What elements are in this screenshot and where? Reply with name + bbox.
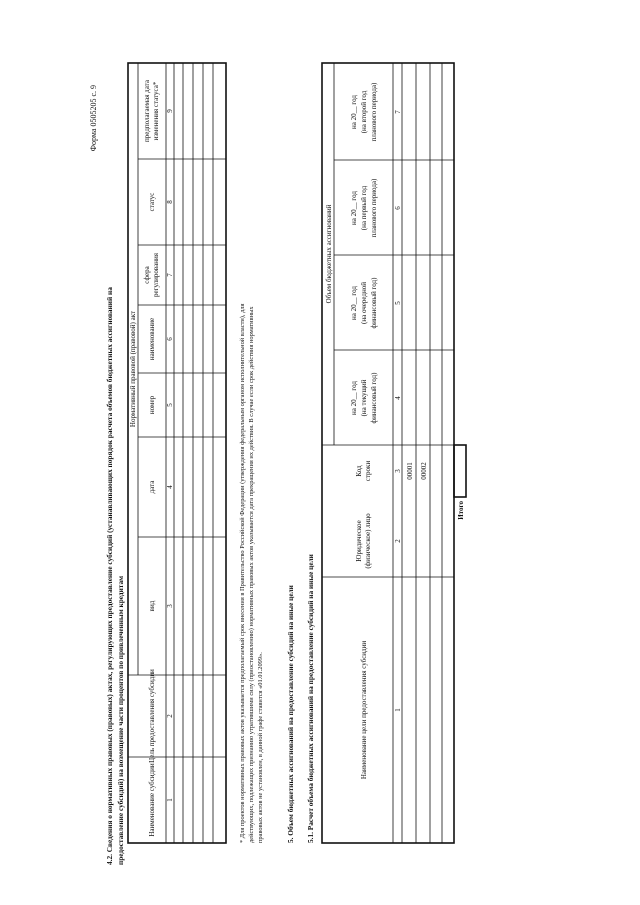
col-name: наименование [148, 317, 156, 361]
col-group-legal-act: Нормативный правовой (правовой) акт [129, 310, 137, 428]
col-number-label: 5 [394, 301, 402, 305]
col-sphere-line1: сфера [143, 266, 151, 284]
col-entity-line1: Юридическое [355, 520, 363, 562]
col-expected-date-line2: изменения статуса* [152, 81, 160, 141]
col-purpose: Цель предоставления субсидии [148, 669, 156, 763]
col-number-label: 6 [166, 337, 174, 341]
col-type: вид [148, 600, 156, 612]
col-code-line2: строки [364, 460, 372, 482]
table-5-1 [322, 63, 466, 843]
col-number-label: 2 [166, 714, 174, 718]
section-5-heading: 5. Объем бюджетных ассигнований на предоставление субсидий на иные цели [286, 585, 295, 843]
col-current-year-line1: на 20__ год [350, 381, 358, 415]
col-subsidy-name: Наименование субсидии [148, 763, 156, 837]
row-code: 00001 [406, 462, 414, 480]
table-4-2-frame [128, 63, 226, 843]
col-number-label: 1 [394, 708, 402, 712]
col-second-plan-year-line1: на 20__ год [350, 95, 358, 129]
landscape-form [89, 63, 466, 865]
col-number-label: 9 [166, 109, 174, 113]
col-next-year-line1: на 20__ год [350, 286, 358, 320]
col-number-label: 7 [166, 273, 174, 277]
table-4-2 [128, 63, 226, 843]
col-group-budget-volume: Объем бюджетных ассигнований [325, 204, 333, 304]
col-number-label: 4 [394, 396, 402, 400]
col-expected-date-line1: предполагаемая дата [143, 80, 151, 142]
col-number: номер [148, 395, 156, 415]
section-5-1-heading: 5.1. Расчет объема бюджетных ассигнований на предоставление субсидий на иные цели [306, 554, 315, 843]
col-next-year-line2: (на очередной [360, 282, 368, 324]
col-current-year-line2: (на текущий [360, 379, 368, 417]
form-id: Форма 0505205 с. 9 [89, 85, 98, 152]
col-current-year-line3: финансовый год) [370, 372, 378, 424]
footnote-line1: * Для проектов нормативных правовых актов указывается предполагаемый срок внесения в Правительство Российской Федерации (утверждения федеральным органом исполнительной власти), для [239, 303, 246, 843]
col-code-line1: Код [355, 465, 363, 477]
col-second-plan-year-line2: (на второй год [360, 90, 368, 134]
col-first-plan-year-line2: (на первый год [360, 185, 368, 231]
total-label: Итого [457, 501, 465, 520]
col-number-label: 5 [166, 403, 174, 407]
col-first-plan-year-line1: на 20__ год [350, 191, 358, 225]
col-number-label: 3 [394, 469, 402, 473]
total-code-cell [454, 445, 466, 497]
col-entity-line2: (физическое) лицо [364, 513, 372, 569]
col-first-plan-year-line3: планового периода) [370, 178, 378, 238]
col-number-label: 8 [166, 200, 174, 204]
col-next-year-line3: финансовый год) [370, 277, 378, 329]
row-code: 00002 [420, 462, 428, 480]
col-date: дата [148, 480, 156, 494]
col-sphere-line2: регулирования [152, 253, 160, 297]
footnote-line2: действующих, подлежащих признанию утратившими силу (приостановлению) нормативных правовых актов указывается дата прекращения их действия. В случае если срок действия нормативных [248, 306, 255, 843]
col-number-label: 4 [166, 485, 174, 489]
col-number-label: 2 [394, 539, 402, 543]
col-status: статус [148, 192, 156, 212]
col-number-label: 6 [394, 206, 402, 210]
table-5-1-frame [322, 63, 454, 843]
col-second-plan-year-line3: планового периода) [370, 82, 378, 142]
col-purpose-name: Наименование цели предоставления субсидии [360, 640, 368, 780]
footnote-line3: правовых актов не установлен, в данной графе ставится «01.01.2099». [257, 652, 264, 843]
col-number-label: 1 [166, 798, 174, 802]
section-4-2-heading-line1: 4.2. Сведения о нормативных правовых (правовых) актах, регулирующих предоставление субсидий (устанавливающих порядок расчета объемов бюджетных ассигнований на [105, 287, 114, 865]
col-number-label: 7 [394, 110, 402, 114]
section-4-2-heading-line2: предоставление субсидий) на возмещение части процентов по привлеченным кредитам [116, 575, 125, 865]
col-number-label: 3 [166, 604, 174, 608]
